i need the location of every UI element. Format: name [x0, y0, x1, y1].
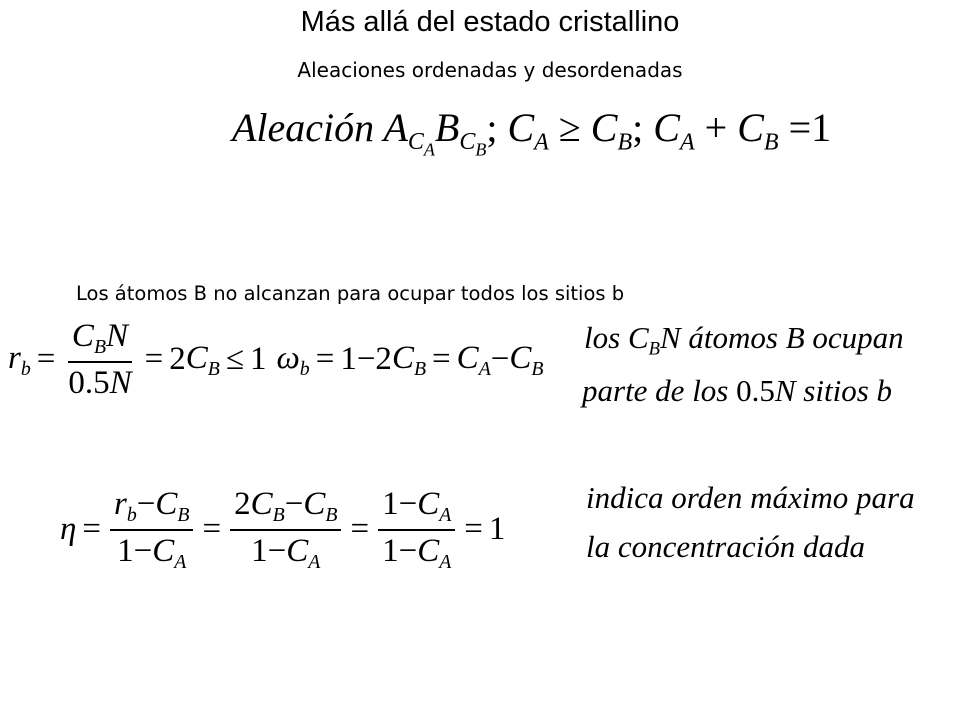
eta-order-equation: η = $\frac{r_b-C_B}{1-C_A}$ = $\frac{2C_B-C_B}{1-C_A}$ = $\frac{1-C_A}{1-C_A}$ = 1	[60, 486, 506, 573]
slide-title: Más allá del estado cristallino	[300, 6, 680, 38]
statement-text: Los átomos B no alcanzan para ocupar todos los sitios b	[76, 282, 625, 305]
note-atoms-occupy	[582, 320, 904, 409]
note-max-order	[586, 482, 915, 562]
note-line-1: los $C_BN$ átomos B ocupan	[584, 320, 904, 360]
note-line-2: parte de los 0.5N sitios b	[582, 373, 893, 409]
rb-omega-equation: $r_b$ = $\frac{C_BN}{0.5N}$ = 2 $C_B$ ≤ 1 $\omega_b$ = 1−2 $C_B$ = $C_A$ − $C_B$	[8, 318, 544, 401]
slide-subtitle: Aleaciones ordenadas y desordenadas	[297, 58, 683, 82]
alloy-definition-equation: Aleación $A_{C_A}B_{C_B}$; $C_A \ge C_B$; $C_A + C_B =1$	[232, 105, 832, 160]
note2-line-1: indica orden máximo para	[586, 480, 915, 515]
note2-line-2: la concentración dada	[586, 529, 865, 564]
